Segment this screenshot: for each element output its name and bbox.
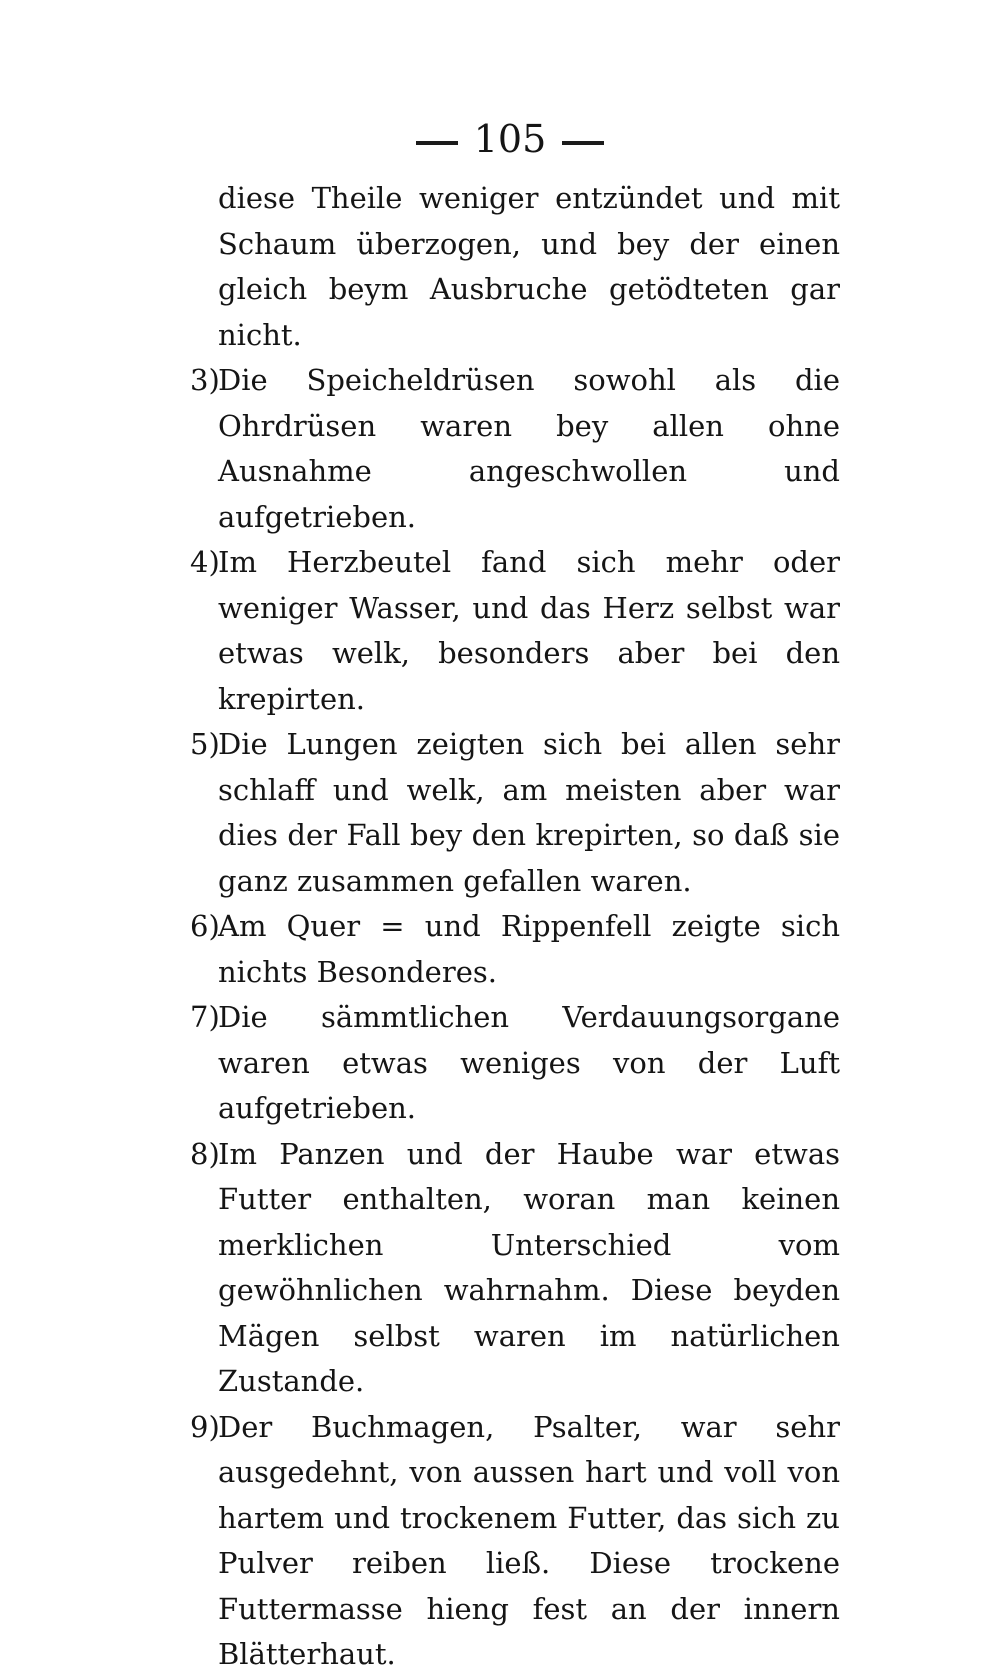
item-text: Der Buchmagen, Psalter, war sehr ausgedehnt, von aussen hart und voll von hartem und trockenem Futter, das sich zu Pulver reiben ließ. Diese trockene Futtermasse hieng fest an der innern Blätterhaut.: [218, 1409, 840, 1671]
body-text: [190, 176, 840, 1678]
item-number: 6): [190, 909, 220, 943]
item-number: 9): [190, 1409, 220, 1444]
item-text: Im Herzbeutel fand sich mehr oder weniger Wasser, und das Herz selbst war etwas welk, besonders aber bei den krepirten.: [218, 545, 840, 716]
item-number: 8): [190, 1136, 220, 1171]
item-text: Im Panzen und der Haube war etwas Futter enthalten, woran man keinen merklichen Unterschied vom gewöhnlichen wahrnahm. Diese beyden Mägen selbst waren im natürlichen Zustande.: [218, 1136, 840, 1398]
list-item-9: [190, 1405, 840, 1678]
header-dash-right: [562, 141, 604, 145]
page-number: 105: [473, 117, 547, 161]
list-item-5: [190, 722, 840, 904]
item-number: 7): [190, 1000, 220, 1034]
intro-paragraph: diese Theile weniger entzündet und mit Schaum überzogen, und bey der einen gleich beym Ausbruche getödteten gar nicht.: [218, 181, 840, 352]
list-item-4: [190, 540, 840, 722]
item-number: 4): [190, 545, 220, 579]
page-header: [390, 112, 630, 166]
item-text: Die sämmtlichen Verdauungsorgane waren etwas weniges von der Luft aufgetrieben.: [218, 1000, 840, 1125]
item-text: Die Lungen zeigten sich bei allen sehr schlaff und welk, am meisten aber war dies der Fall bey den krepirten, so daß sie ganz zusammen gefallen waren.: [218, 727, 840, 898]
list-item-7: [190, 995, 840, 1132]
list-item-3: [190, 358, 840, 540]
list-item-6: [190, 904, 840, 995]
list-item-8: [190, 1132, 840, 1405]
header-dash-left: [416, 141, 458, 145]
item-text: Die Speicheldrüsen sowohl als die Ohrdrüsen waren bey allen ohne Ausnahme angeschwollen und aufgetrieben.: [218, 363, 840, 534]
item-number: 3): [190, 363, 220, 397]
item-number: 5): [190, 727, 220, 761]
item-text: Am Quer = und Rippenfell zeigte sich nichts Besonderes.: [218, 909, 840, 989]
